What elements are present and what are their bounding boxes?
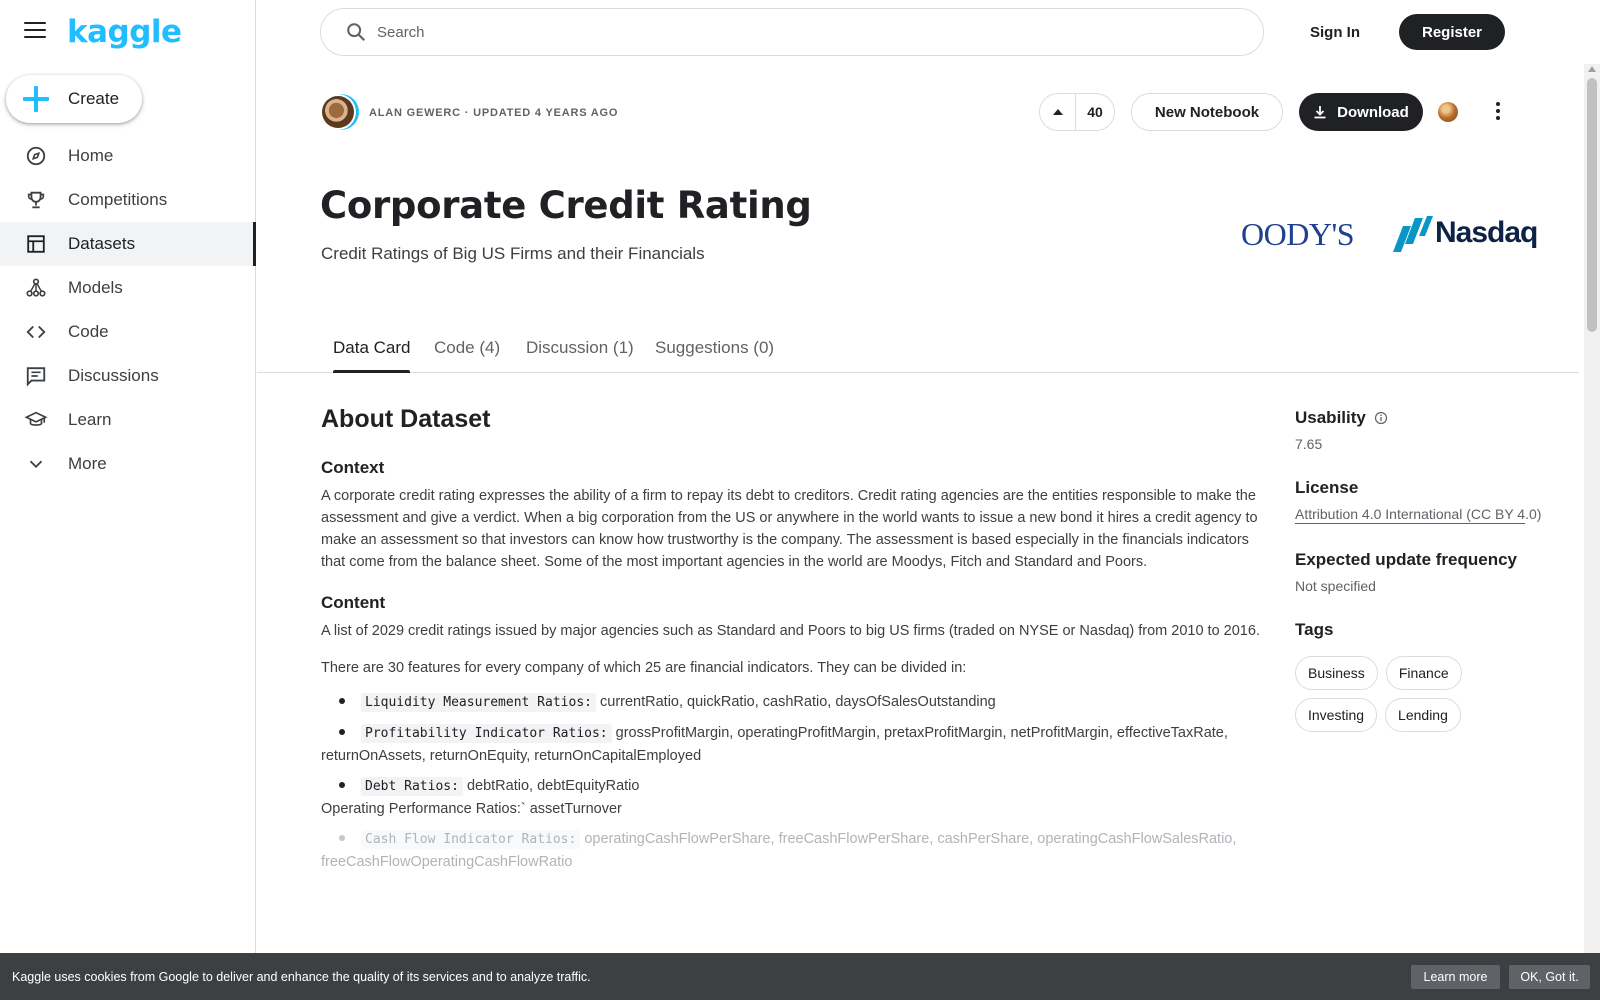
sidebar-item-learn[interactable] xyxy=(0,398,256,442)
create-button-label: Create xyxy=(68,89,120,108)
nasdaq-logo-icon xyxy=(1391,214,1433,256)
search-icon xyxy=(345,21,367,43)
about-heading: About Dataset xyxy=(321,405,491,433)
about-dataset xyxy=(321,405,1273,881)
list-item xyxy=(321,828,1273,873)
usability-value: 7.65 xyxy=(1295,436,1323,452)
context-text: A corporate credit rating expresses the ability of a firm to repay its debt to creditors. Credit rating agencies are the entities responsible to make the assessment and give a verdict. When a big corporation from the US or anywhere in the world wants to issue a new bond it hires a credit agency to make an assessment so that investors can know how trustworthy is the company. The assessment is based especially in the financials indicators that come from the balance sheet. Some of the most important agencies in the world are Moodys, Fitch and Standard and Poors. xyxy=(321,488,1258,570)
download-label: Download xyxy=(1337,103,1409,121)
cookie-banner xyxy=(0,953,1600,1000)
usability-label: Usability xyxy=(1295,408,1366,427)
sidebar-item-label: Discussions xyxy=(68,366,159,385)
license-link[interactable]: Attribution 4.0 International (CC BY 4.0) xyxy=(1295,506,1542,522)
trophy-icon xyxy=(24,188,48,212)
medal-icon[interactable] xyxy=(1438,102,1458,122)
sidebar-item-label: Models xyxy=(68,278,123,297)
info-icon[interactable] xyxy=(1374,411,1388,425)
code-span: Liquidity Measurement Ratios: xyxy=(361,693,596,712)
code-span: Profitability Indicator Ratios: xyxy=(361,724,612,743)
update-frequency-value: Not specified xyxy=(1295,578,1376,594)
sidebar-item-competitions[interactable] xyxy=(0,178,256,222)
tab-data-card[interactable]: Data Card xyxy=(333,338,410,373)
sidebar-item-datasets[interactable] xyxy=(0,222,256,266)
sidebar-item-label: More xyxy=(68,454,107,473)
sidebar-item-label: Code xyxy=(68,322,109,341)
kaggle-logo[interactable]: kaggle xyxy=(67,14,182,50)
tag-lending[interactable]: Lending xyxy=(1385,698,1461,732)
register-button[interactable]: Register xyxy=(1399,14,1505,50)
ok-got-it-button[interactable]: OK, Got it. xyxy=(1509,965,1590,989)
license-heading: License xyxy=(1295,478,1359,497)
models-icon xyxy=(24,276,48,300)
learn-more-button[interactable]: Learn more xyxy=(1411,965,1500,989)
sidebar-item-more[interactable] xyxy=(0,442,256,486)
create-button[interactable] xyxy=(6,75,142,123)
tab-suggestions[interactable]: Suggestions (0) xyxy=(655,338,775,357)
scrollbar-thumb[interactable] xyxy=(1587,78,1597,332)
upvote-widget xyxy=(1039,93,1115,131)
tag-investing[interactable]: Investing xyxy=(1295,698,1377,732)
context-heading: Context xyxy=(321,458,385,477)
new-notebook-button[interactable]: New Notebook xyxy=(1131,93,1283,131)
page-scrollbar[interactable] xyxy=(1584,64,1600,954)
sign-in-button[interactable]: Sign In xyxy=(1310,23,1360,41)
tab-code[interactable]: Code (4) xyxy=(434,338,501,357)
page-title: Corporate Credit Rating xyxy=(320,184,812,227)
tags-heading: Tags xyxy=(1295,620,1334,639)
avatar[interactable] xyxy=(322,96,354,128)
chevron-down-icon xyxy=(24,452,48,476)
tag-business[interactable]: Business xyxy=(1295,656,1378,690)
usability-heading xyxy=(1295,408,1525,428)
dataset-banner-image xyxy=(1241,206,1538,266)
download-button[interactable] xyxy=(1299,93,1423,131)
list-item-text: grossProfitMargin, operatingProfitMargin, pretaxProfitMargin, netProfitMargin, effectiveTaxRate, returnOnAssets, returnOnEquity, returnOnCapitalEmployed xyxy=(321,725,1228,764)
comments-icon xyxy=(24,364,48,388)
download-icon xyxy=(1313,105,1327,119)
scroll-up-icon[interactable] xyxy=(1588,66,1596,72)
tag-list xyxy=(1295,656,1525,740)
menu-icon[interactable] xyxy=(24,22,46,40)
list-item-text: operatingCashFlowPerShare, freeCashFlowPerShare, cashPerShare, operatingCashFlowSalesRatio, freeCashFlowOperatingCashFlowRatio xyxy=(321,831,1237,870)
sidebar-nav xyxy=(0,134,256,486)
feature-list xyxy=(321,691,1273,873)
page-subtitle: Credit Ratings of Big US Firms and their Financials xyxy=(321,244,705,263)
sidebar-item-label: Home xyxy=(68,146,114,165)
tag-finance[interactable]: Finance xyxy=(1386,656,1462,690)
search-input[interactable] xyxy=(377,24,1237,41)
list-item-text: Operating Performance Ratios:` assetTurnover xyxy=(321,801,622,817)
content-heading: Content xyxy=(321,593,386,612)
cookie-message: Kaggle uses cookies from Google to deliver and enhance the quality of its services and to analyze traffic. xyxy=(12,969,591,984)
code-span: Cash Flow Indicator Ratios: xyxy=(361,830,580,849)
list-item xyxy=(321,722,1273,767)
sidebar-item-home[interactable] xyxy=(0,134,256,178)
list-item xyxy=(321,691,1273,714)
list-item-text: currentRatio, quickRatio, cashRatio, daysOfSalesOutstanding xyxy=(595,694,996,710)
compass-icon xyxy=(24,144,48,168)
content-text: A list of 2029 credit ratings issued by major agencies such as Standard and Poors to big US firms (traded on NYSE or Nasdaq) from 2010 to 2016. xyxy=(321,623,1260,639)
moodys-logo: OODY'S xyxy=(1241,216,1354,252)
sidebar-item-label: Competitions xyxy=(68,190,168,209)
tab-bar xyxy=(257,318,1579,373)
sidebar-item-label: Datasets xyxy=(68,234,136,253)
dataset-meta xyxy=(1295,408,1542,740)
sidebar-item-label: Learn xyxy=(68,410,112,429)
plus-icon xyxy=(22,85,50,113)
search-bar[interactable] xyxy=(320,8,1264,56)
more-options-icon[interactable] xyxy=(1486,99,1510,123)
content-text: There are 30 features for every company of which 25 are financial indicators. They can be divided in: xyxy=(321,660,967,676)
upvote-button[interactable] xyxy=(1040,94,1076,130)
upvote-count[interactable]: 40 xyxy=(1087,104,1103,120)
caret-up-icon xyxy=(1052,107,1064,117)
update-frequency-heading: Expected update frequency xyxy=(1295,550,1518,569)
list-item-text: debtRatio, debtEquityRatio xyxy=(462,778,640,794)
nasdaq-logo: Nasdaq xyxy=(1435,216,1538,249)
dataset-byline: ALAN GEWERC · UPDATED 4 YEARS AGO xyxy=(369,107,619,119)
list-item xyxy=(321,775,1273,820)
table-icon xyxy=(24,232,48,256)
code-icon xyxy=(24,320,48,344)
sidebar-item-models[interactable] xyxy=(0,266,256,310)
code-span: Debt Ratios: xyxy=(361,777,463,796)
sidebar xyxy=(0,0,256,1000)
tab-discussion[interactable]: Discussion (1) xyxy=(526,338,634,357)
sidebar-item-code[interactable] xyxy=(0,310,256,354)
sidebar-item-discussions[interactable] xyxy=(0,354,256,398)
school-icon xyxy=(24,408,48,432)
